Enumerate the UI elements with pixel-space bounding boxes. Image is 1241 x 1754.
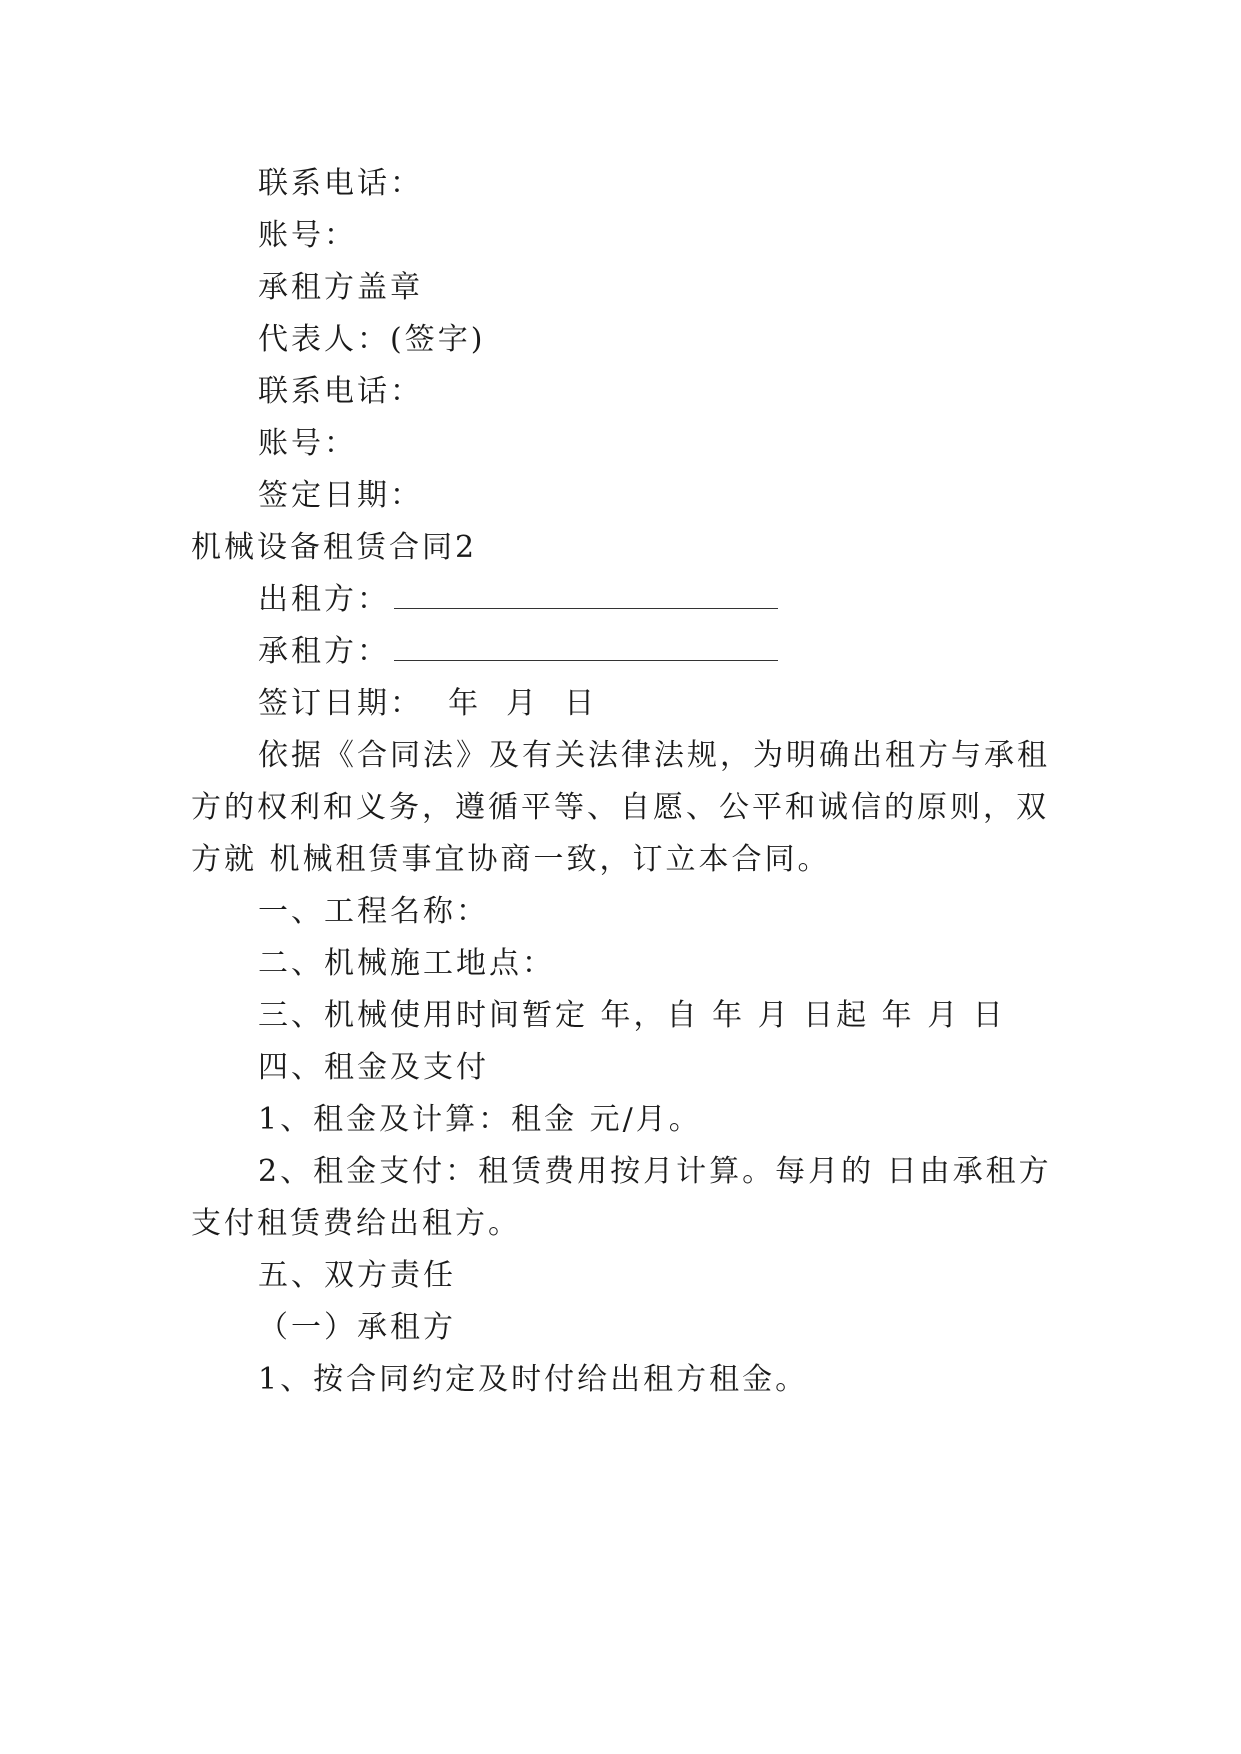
lessor-label: 出租方：: [258, 582, 390, 617]
sign-date-label: 签定日期：: [258, 478, 423, 513]
preamble-line-1: 依据《合同法》及有关法律法规，为明确出租方与承租: [258, 738, 1050, 773]
rent-payment-clause-2: 支付租赁费给出租方。: [191, 1206, 521, 1241]
contact-phone-label-2: 联系电话：: [258, 374, 423, 409]
lessee-seal-label: 承租方盖章: [258, 270, 423, 305]
account-label: 账号：: [258, 218, 357, 253]
section-project-name: 一、工程名称：: [258, 894, 489, 929]
account-label-2: 账号：: [258, 426, 357, 461]
section-duration: 三、机械使用时间暂定 年，自 年 月 日起 年 月 日: [258, 998, 1006, 1033]
section-rent-heading: 四、租金及支付: [258, 1050, 489, 1085]
sign-date-line: 签订日期： 年 月 日: [258, 686, 598, 721]
representative-label: 代表人：(签字): [258, 322, 486, 357]
rent-calc-clause: 1、租金及计算：租金 元/月。: [258, 1102, 702, 1137]
section-responsibilities: 五、双方责任: [258, 1258, 456, 1293]
preamble-line-2: 方的权利和义务，遵循平等、自愿、公平和诚信的原则，双: [191, 790, 1049, 825]
lessee-blank: [394, 634, 778, 661]
rent-payment-clause-1: 2、租金支付：租赁费用按月计算。每月的 日由承租方: [258, 1154, 1052, 1189]
lessor-blank: [394, 582, 778, 609]
subsection-lessee: （一）承租方: [258, 1310, 456, 1345]
lessee-duty-1: 1、按合同约定及时付给出租方租金。: [258, 1362, 809, 1397]
contract-title: 机械设备租赁合同2: [191, 530, 478, 565]
lessee-label: 承租方：: [258, 634, 390, 669]
contact-phone-label: 联系电话：: [258, 166, 423, 201]
preamble-line-3: 方就 机械租赁事宜协商一致，订立本合同。: [191, 842, 831, 877]
lessee-line: [258, 634, 778, 670]
section-site: 二、机械施工地点：: [258, 946, 555, 981]
lessor-line: [258, 582, 778, 618]
